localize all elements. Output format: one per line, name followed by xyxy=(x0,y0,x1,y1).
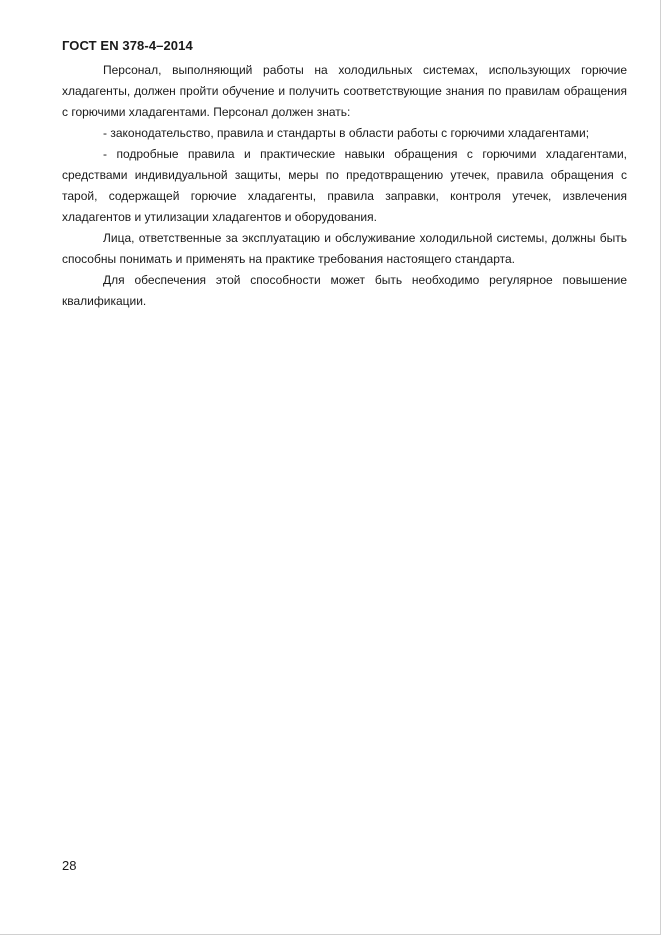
page-number: 28 xyxy=(62,858,77,873)
paragraph-legislation-item: - законодательство, правила и стандарты в области работы с горючими хладагентами; xyxy=(103,126,590,140)
document-body xyxy=(62,60,627,312)
document-header: ГОСТ EN 378-4–2014 xyxy=(62,38,193,53)
paragraph-responsible-persons: Лица, ответственные за эксплуатацию и обслуживание холодильной системы, должны быть способны понимать и применять на практике требования настоящего стандарта. xyxy=(62,231,627,266)
paragraph-qualification: Для обеспечения этой способности может быть необходимо регулярное повышение квалификации. xyxy=(62,273,627,308)
paragraph-personnel-training: Персонал, выполняющий работы на холодильных системах, использующих горючие хладагенты, должен пройти обучение и получить соответствующие знания по правилам обращения с горючими хладагентами. Персонал должен знать: xyxy=(62,63,627,119)
paragraph-handling-rules-item: - подробные правила и практические навыки обращения с горючими хладагентами, средствами индивидуальной защиты, меры по предотвращению утечек, правила обращения с тарой, содержащей горючие хладагенты, правила заправки, контроля утечек, извлечения хладагентов и утилизации хладагентов и оборудования. xyxy=(62,147,627,224)
